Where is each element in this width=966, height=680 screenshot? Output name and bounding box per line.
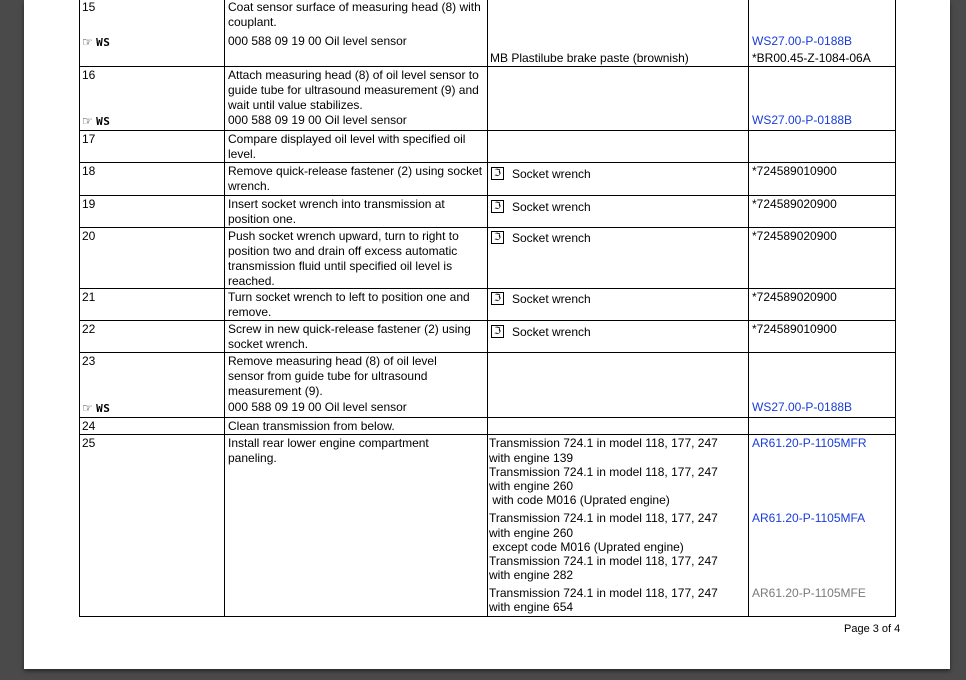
ar-link[interactable]: AR61.20-P-1105MFE (752, 586, 866, 600)
special-tool: ℑ Socket wrench (491, 324, 591, 339)
ar-link[interactable]: AR61.20-P-1105MFR (752, 436, 867, 450)
special-tool: ℑ Socket wrench (491, 166, 591, 181)
step-number: 18 (82, 164, 96, 178)
wrench-icon: ℑ (491, 292, 504, 305)
step-number: 22 (82, 322, 96, 336)
variant-line: with engine 260 (489, 479, 574, 493)
step-number: 23 (82, 354, 96, 368)
step-description: Attach measuring head (8) of oil level sensor to guide tube for ultrasound measurement (9) and wait until value stabilizes. (228, 68, 479, 112)
procedure-table (24, 0, 950, 669)
step-description: Remove measuring head (8) of oil level sensor from guide tube for ultrasound measurement (9). (228, 354, 437, 398)
wrench-icon: ℑ (491, 167, 504, 180)
variant-line: with code M016 (Uprated engine) (489, 493, 670, 507)
ws-link[interactable]: WS27.00-P-0188B (752, 34, 853, 48)
special-tool: ℑ Socket wrench (491, 230, 591, 245)
step-description: Clean transmission from below. (228, 419, 395, 433)
variant-line: with engine 654 (489, 600, 574, 614)
step-description: Turn socket wrench to left to position one and remove. (228, 290, 470, 319)
ws-marker: ☞ WS (82, 114, 111, 128)
ws-marker: ☞ WS (82, 401, 111, 415)
variant-line: Transmission 724.1 in model 118, 177, 247 (489, 436, 718, 450)
step-number: 16 (82, 68, 96, 82)
variant-line: with engine 260 (489, 526, 574, 540)
step-number: 24 (82, 419, 96, 433)
tool-name: 000 588 09 19 00 Oil level sensor (228, 34, 407, 48)
ws-marker: ☞ WS (82, 35, 111, 49)
step-number: 17 (82, 132, 96, 146)
step-number: 21 (82, 290, 96, 304)
step-description: Insert socket wrench into transmission at position one. (228, 197, 445, 226)
reference-number: *724589020900 (752, 229, 837, 243)
material: MB Plastilube brake paste (brownish) (490, 51, 689, 65)
tool-name: 000 588 09 19 00 Oil level sensor (228, 113, 407, 127)
wrench-icon: ℑ (491, 231, 504, 244)
step-description: Screw in new quick-release fastener (2) using socket wrench. (228, 322, 471, 351)
step-description: Push socket wrench upward, turn to right to position two and drain off excess automatic transmission fluid until specified oil level is reached. (228, 229, 459, 288)
page-number: Page 3 of 4 (844, 623, 901, 635)
step-description: Coat sensor surface of measuring head (8) with couplant. (228, 0, 481, 29)
step-number: 20 (82, 229, 96, 243)
step-number: 19 (82, 197, 96, 211)
variant-line: Transmission 724.1 in model 118, 177, 247 (489, 586, 718, 600)
step-description: Install rear lower engine compartment paneling. (228, 436, 429, 465)
tool-name: 000 588 09 19 00 Oil level sensor (228, 400, 407, 414)
special-tool: ℑ Socket wrench (491, 199, 591, 214)
variant-line: with engine 139 (489, 451, 574, 465)
variant-line: Transmission 724.1 in model 118, 177, 247 (489, 465, 718, 479)
reference-number: *BR00.45-Z-1084-06A (752, 51, 871, 65)
variant-line: Transmission 724.1 in model 118, 177, 247 (489, 511, 718, 525)
ws-link[interactable]: WS27.00-P-0188B (752, 400, 853, 414)
step-number: 15 (82, 0, 96, 14)
special-tool: ℑ Socket wrench (491, 291, 591, 306)
pointing-hand-icon: ☞ (82, 35, 93, 49)
document-page (24, 0, 950, 669)
pointing-hand-icon: ☞ (82, 401, 93, 415)
wrench-icon: ℑ (491, 200, 504, 213)
reference-number: *724589020900 (752, 290, 837, 304)
reference-number: *724589010900 (752, 164, 837, 178)
reference-number: *724589020900 (752, 197, 837, 211)
variant-line: with engine 282 (489, 568, 574, 582)
variant-line: except code M016 (Uprated engine) (489, 540, 684, 554)
wrench-icon: ℑ (491, 325, 504, 338)
step-number: 25 (82, 436, 96, 450)
step-description: Remove quick-release fastener (2) using socket wrench. (228, 164, 483, 193)
ws-link[interactable]: WS27.00-P-0188B (752, 113, 853, 127)
step-description: Compare displayed oil level with specified oil level. (228, 132, 466, 161)
variant-line: Transmission 724.1 in model 118, 177, 247 (489, 554, 718, 568)
reference-number: *724589010900 (752, 322, 837, 336)
ar-link[interactable]: AR61.20-P-1105MFA (752, 511, 866, 525)
pointing-hand-icon: ☞ (82, 114, 93, 128)
